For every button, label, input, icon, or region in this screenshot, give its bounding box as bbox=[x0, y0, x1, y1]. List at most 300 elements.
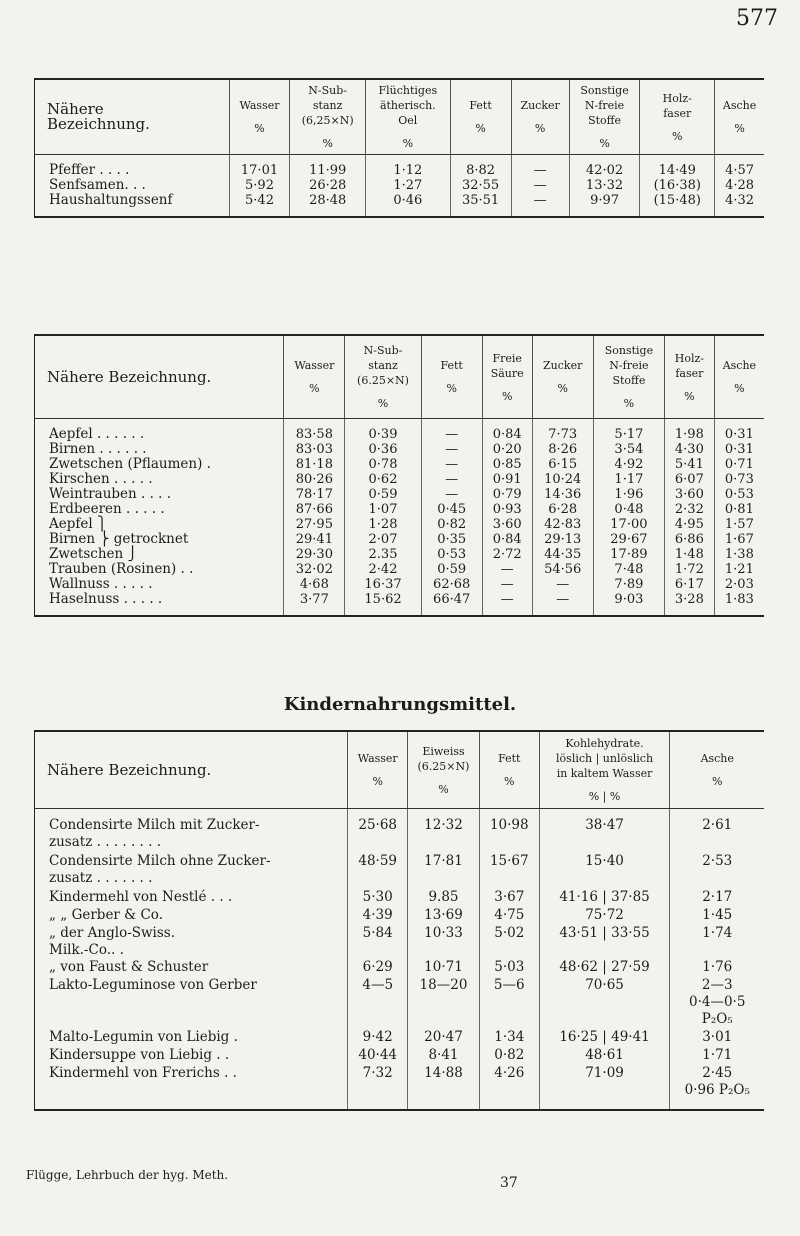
table-cell: — bbox=[482, 592, 532, 607]
table-cell: 48·62 | 27·59 bbox=[539, 959, 670, 977]
table-row bbox=[35, 577, 765, 592]
table-cell: 1·21 bbox=[714, 562, 764, 577]
table-cell: 15·40 bbox=[539, 853, 670, 889]
table-cell: 17·00 bbox=[593, 517, 664, 532]
table-row bbox=[35, 427, 765, 442]
unit-label: % bbox=[438, 782, 449, 796]
row-label: Zwetschen (Pflaumen) . bbox=[49, 456, 211, 472]
unit-label: % bbox=[309, 382, 320, 395]
table-cell: 2·03 bbox=[714, 577, 764, 592]
table-cell: 3·28 bbox=[664, 592, 714, 607]
header-row bbox=[35, 731, 765, 809]
table-cell: 0·20 bbox=[482, 442, 532, 457]
table-cell: — bbox=[511, 163, 569, 178]
table-cell: 80·26 bbox=[284, 472, 345, 487]
table-row bbox=[35, 487, 765, 502]
table-cell: 54·56 bbox=[532, 562, 593, 577]
table-cell: 5·17 bbox=[593, 427, 664, 442]
table-cell: (16·38) bbox=[640, 178, 715, 193]
signature-mark: 37 bbox=[500, 1175, 518, 1191]
table-cell: 10·24 bbox=[532, 472, 593, 487]
table-cell: 71·09 bbox=[539, 1065, 670, 1101]
column-header bbox=[229, 79, 290, 155]
table-cell: 0·91 bbox=[482, 472, 532, 487]
row-label: Wallnuss . . . . . bbox=[49, 576, 153, 592]
table-cell: 18—20 bbox=[408, 977, 480, 1029]
table-cell: 1·98 bbox=[664, 427, 714, 442]
table-cell: 70·65 bbox=[539, 977, 670, 1029]
table-cell: 25·68 bbox=[348, 817, 408, 853]
table-cell: — bbox=[421, 457, 482, 472]
table-cell: 14·88 bbox=[408, 1065, 480, 1101]
unit-label: % bbox=[599, 137, 610, 150]
column-header-label: Asche bbox=[722, 359, 757, 372]
row-label: Condensirte Milch ohne Zucker- zusatz . . . . . . . bbox=[49, 853, 271, 886]
table-cell: 1·38 bbox=[714, 547, 764, 562]
column-header bbox=[532, 335, 593, 419]
table-cell: 0·36 bbox=[345, 442, 421, 457]
table-cell: 3·77 bbox=[284, 592, 345, 607]
table-cell: 4·26 bbox=[479, 1065, 539, 1101]
spice-table bbox=[34, 78, 764, 218]
column-header-label: Kohlehydrate. löslich | unlöslich in kaltem Wasser bbox=[556, 737, 654, 780]
table-row bbox=[35, 442, 765, 457]
column-header bbox=[479, 731, 539, 809]
column-header bbox=[35, 79, 230, 155]
column-header-label: Sonstige N-freie Stoffe bbox=[604, 344, 654, 387]
table-cell: 4·32 bbox=[715, 193, 764, 208]
row-label: Aepfel ⎫ bbox=[49, 516, 108, 532]
row-label: Weintrauben . . . . bbox=[49, 486, 172, 502]
row-label: Kindersuppe von Liebig . . bbox=[49, 1047, 230, 1063]
column-header bbox=[593, 335, 664, 419]
table-cell: 87·66 bbox=[284, 502, 345, 517]
table-cell: 0·59 bbox=[421, 562, 482, 577]
table-cell: 2·42 bbox=[345, 562, 421, 577]
table-cell: 27·95 bbox=[284, 517, 345, 532]
table-cell: 7·32 bbox=[348, 1065, 408, 1101]
table-row bbox=[35, 472, 765, 487]
table-cell: 29·41 bbox=[284, 532, 345, 547]
table-cell: 48·59 bbox=[348, 853, 408, 889]
table-cell: — bbox=[482, 562, 532, 577]
table-cell: 62·68 bbox=[421, 577, 482, 592]
column-header-label: Zucker bbox=[543, 359, 583, 372]
table-cell: — bbox=[532, 577, 593, 592]
table-cell: (15·48) bbox=[640, 193, 715, 208]
table-cell: 0·73 bbox=[714, 472, 764, 487]
row-label: Senfsamen. . . bbox=[49, 177, 146, 193]
table-cell: 32·02 bbox=[284, 562, 345, 577]
table-cell: 4·28 bbox=[715, 178, 764, 193]
column-header-label: N-Sub- stanz (6,25×N) bbox=[301, 84, 354, 127]
table-cell: 6·29 bbox=[348, 959, 408, 977]
table-cell: 83·03 bbox=[284, 442, 345, 457]
unit-label: % bbox=[504, 775, 515, 788]
header-row bbox=[35, 79, 765, 155]
table-cell: 1·34 bbox=[479, 1029, 539, 1047]
table-row bbox=[35, 925, 765, 959]
table-cell: 42·83 bbox=[532, 517, 593, 532]
column-header bbox=[511, 79, 569, 155]
table-cell: — bbox=[511, 193, 569, 208]
table-cell: 13·69 bbox=[408, 907, 480, 925]
table-cell: 6·07 bbox=[664, 472, 714, 487]
table-cell: 1·07 bbox=[345, 502, 421, 517]
table-cell: 0·31 bbox=[714, 427, 764, 442]
table-cell: 1·28 bbox=[345, 517, 421, 532]
table-cell: 1·12 bbox=[365, 163, 450, 178]
table-cell: 1·67 bbox=[714, 532, 764, 547]
column-header bbox=[664, 335, 714, 419]
unit-label: % bbox=[623, 397, 635, 410]
table-row bbox=[35, 532, 765, 547]
table-row bbox=[35, 592, 765, 607]
unit-label: % | % bbox=[588, 790, 621, 803]
row-label: Kindermehl von Nestlé . . . bbox=[49, 889, 233, 905]
table-cell: 0·82 bbox=[479, 1047, 539, 1065]
table-cell: 17·81 bbox=[408, 853, 480, 889]
table-cell: 0·31 bbox=[714, 442, 764, 457]
column-header-label: Fett bbox=[469, 99, 492, 112]
row-label: Birnen . . . . . . bbox=[49, 441, 147, 457]
spacer-row bbox=[35, 809, 765, 818]
column-header-label: Asche bbox=[722, 99, 757, 112]
table-cell: 4·68 bbox=[284, 577, 345, 592]
unit-label: % bbox=[684, 389, 695, 403]
row-label: Birnen ⎬ getrocknet bbox=[49, 531, 189, 547]
table-cell: 7·48 bbox=[593, 562, 664, 577]
infant-food-table bbox=[34, 730, 764, 1111]
row-label: Haushaltungssenf bbox=[49, 192, 173, 208]
table-row bbox=[35, 1047, 765, 1065]
spacer-row bbox=[35, 208, 765, 217]
table-cell: 3·01 bbox=[670, 1029, 764, 1047]
column-header bbox=[348, 731, 408, 809]
table-row bbox=[35, 1029, 765, 1047]
unit-label: % bbox=[322, 137, 333, 150]
table-cell: 35·51 bbox=[450, 193, 511, 208]
table-cell: 4·39 bbox=[348, 907, 408, 925]
section-caption: Kindernahrungsmittel. bbox=[283, 694, 517, 715]
table-cell: 0·53 bbox=[421, 547, 482, 562]
column-header bbox=[714, 335, 764, 419]
row-label: Condensirte Milch mit Zucker- zusatz . . . . . . . . bbox=[49, 817, 260, 850]
row-label: „ „ Gerber & Co. bbox=[49, 907, 163, 923]
table-cell: 4·92 bbox=[593, 457, 664, 472]
row-label: Trauben (Rosinen) . . bbox=[49, 561, 194, 577]
column-header bbox=[539, 731, 670, 809]
column-header-label: Sonstige N-freie Stoffe bbox=[580, 84, 629, 127]
table-cell: 5·03 bbox=[479, 959, 539, 977]
table-cell: 26·28 bbox=[290, 178, 366, 193]
row-label: Erdbeeren . . . . . bbox=[49, 501, 165, 517]
table-cell: 9·03 bbox=[593, 592, 664, 607]
spacer-row bbox=[35, 155, 765, 164]
column-header-label: Wasser bbox=[239, 99, 280, 112]
table-cell: — bbox=[511, 178, 569, 193]
table-cell: 15·67 bbox=[479, 853, 539, 889]
table-cell: 6·17 bbox=[664, 577, 714, 592]
table-cell: 4·75 bbox=[479, 907, 539, 925]
column-header-label: Asche bbox=[700, 752, 734, 765]
table-cell: 4·57 bbox=[715, 163, 764, 178]
column-header-label: Nähere Bezeichnung. bbox=[47, 760, 212, 779]
table-cell: 17·01 bbox=[229, 163, 290, 178]
table-cell: 2·61 bbox=[670, 817, 764, 853]
unit-label: % bbox=[446, 382, 457, 395]
row-label: Kindermehl von Frerichs . . bbox=[49, 1065, 237, 1081]
column-header-label: N-Sub- stanz (6.25×N) bbox=[357, 344, 409, 387]
table-cell: 3·60 bbox=[664, 487, 714, 502]
table-cell: 20·47 bbox=[408, 1029, 480, 1047]
table-cell: 14·49 bbox=[640, 163, 715, 178]
table-cell: — bbox=[421, 472, 482, 487]
table-cell: 44·35 bbox=[532, 547, 593, 562]
table-cell: 4·95 bbox=[664, 517, 714, 532]
table-cell: 12·32 bbox=[408, 817, 480, 853]
column-header bbox=[482, 335, 532, 419]
table-cell: 1·17 bbox=[593, 472, 664, 487]
table-cell: 5·92 bbox=[229, 178, 290, 193]
table-cell: 1·96 bbox=[593, 487, 664, 502]
table-cell: 9·42 bbox=[348, 1029, 408, 1047]
table-cell: 29·13 bbox=[532, 532, 593, 547]
column-header bbox=[284, 335, 345, 419]
table-row bbox=[35, 889, 765, 907]
table-row bbox=[35, 853, 765, 889]
table-cell: 1·48 bbox=[664, 547, 714, 562]
unit-label: % bbox=[534, 122, 546, 135]
unit-label: % bbox=[254, 122, 265, 135]
table-cell: 2·32 bbox=[664, 502, 714, 517]
column-header bbox=[670, 731, 764, 809]
table-cell: — bbox=[532, 592, 593, 607]
table-cell: 2·53 bbox=[670, 853, 764, 889]
table-cell: 38·47 bbox=[539, 817, 670, 853]
table-row bbox=[35, 178, 765, 193]
column-header bbox=[345, 335, 421, 419]
column-header-label: Zucker bbox=[520, 99, 560, 112]
table-cell: — bbox=[421, 487, 482, 502]
column-header bbox=[365, 79, 450, 155]
table-row bbox=[35, 959, 765, 977]
table-cell: 10·33 bbox=[408, 925, 480, 959]
table-cell: 0·84 bbox=[482, 532, 532, 547]
table-row bbox=[35, 562, 765, 577]
table-cell: 0·48 bbox=[593, 502, 664, 517]
unit-label: % bbox=[475, 122, 486, 135]
table-cell: 66·47 bbox=[421, 592, 482, 607]
header-row bbox=[35, 335, 765, 419]
column-header-label: Nähere Bezeichnung. bbox=[47, 367, 212, 386]
table-cell: 1·76 bbox=[670, 959, 764, 977]
row-label: Pfeffer . . . . bbox=[49, 162, 130, 178]
column-header bbox=[640, 79, 715, 155]
table-cell: 2·07 bbox=[345, 532, 421, 547]
table-cell: 2·17 bbox=[670, 889, 764, 907]
table-cell: 7·89 bbox=[593, 577, 664, 592]
column-header-label: Wasser bbox=[294, 359, 335, 372]
unit-label: % bbox=[501, 389, 513, 403]
column-header bbox=[450, 79, 511, 155]
table-cell: 78·17 bbox=[284, 487, 345, 502]
column-header-label: Fett bbox=[440, 359, 463, 372]
page-number: 577 bbox=[736, 6, 778, 31]
table-cell: 29·30 bbox=[284, 547, 345, 562]
table-cell: — bbox=[482, 577, 532, 592]
table-cell: 0·45 bbox=[421, 502, 482, 517]
column-header bbox=[715, 79, 764, 155]
column-header bbox=[35, 335, 284, 419]
spacer-row bbox=[35, 607, 765, 616]
table-cell: 42·02 bbox=[569, 163, 640, 178]
row-label: Aepfel . . . . . . bbox=[49, 426, 145, 442]
table-cell: 1·45 bbox=[670, 907, 764, 925]
table-cell: 6·86 bbox=[664, 532, 714, 547]
table-cell: 1·74 bbox=[670, 925, 764, 959]
table-cell: 1·27 bbox=[365, 178, 450, 193]
table-cell: 8·26 bbox=[532, 442, 593, 457]
column-header-label: Fett bbox=[498, 752, 521, 765]
table-row bbox=[35, 457, 765, 472]
table-cell: 0·79 bbox=[482, 487, 532, 502]
table-cell: 48·61 bbox=[539, 1047, 670, 1065]
table-cell: 5—6 bbox=[479, 977, 539, 1029]
table-cell: 0·81 bbox=[714, 502, 764, 517]
row-label: „ von Faust & Schuster bbox=[49, 959, 209, 975]
table-cell: 0·84 bbox=[482, 427, 532, 442]
table-row bbox=[35, 502, 765, 517]
table-cell: 7·73 bbox=[532, 427, 593, 442]
fruit-table bbox=[34, 334, 764, 617]
table-cell: 2·72 bbox=[482, 547, 532, 562]
unit-label: % bbox=[712, 775, 723, 788]
table-cell: 0·35 bbox=[421, 532, 482, 547]
table-cell: 0·59 bbox=[345, 487, 421, 502]
table-cell: 5·02 bbox=[479, 925, 539, 959]
column-header-label: Holz- faser bbox=[674, 351, 704, 380]
column-header bbox=[290, 79, 366, 155]
table-cell: — bbox=[421, 427, 482, 442]
table-cell: 11·99 bbox=[290, 163, 366, 178]
row-label: Haselnuss . . . . . bbox=[49, 591, 163, 607]
column-header bbox=[408, 731, 480, 809]
column-header-label: Eiweiss (6.25×N) bbox=[417, 744, 470, 773]
table-cell: 3·54 bbox=[593, 442, 664, 457]
spacer-row bbox=[35, 1101, 765, 1110]
table-row bbox=[35, 163, 765, 178]
table-cell: 0·85 bbox=[482, 457, 532, 472]
unit-label: % bbox=[377, 397, 389, 410]
table-cell: 3·60 bbox=[482, 517, 532, 532]
table-cell: 8·82 bbox=[450, 163, 511, 178]
table-cell: 15·62 bbox=[345, 592, 421, 607]
table-cell: 2.35 bbox=[345, 547, 421, 562]
column-header-label: Flüchtiges ätherisch. Oel bbox=[378, 84, 438, 127]
table-cell: 0·53 bbox=[714, 487, 764, 502]
unit-label: % bbox=[557, 382, 568, 395]
table-cell: 10·98 bbox=[479, 817, 539, 853]
row-label: „ der Anglo-Swiss. Milk.-Co.. . bbox=[49, 925, 176, 958]
table-cell: 32·55 bbox=[450, 178, 511, 193]
column-header-label: Wasser bbox=[357, 752, 398, 765]
row-label: Zwetschen ⎭ bbox=[49, 546, 138, 562]
unit-label: % bbox=[734, 122, 745, 135]
table-cell: 16·25 | 49·41 bbox=[539, 1029, 670, 1047]
table-cell: 43·51 | 33·55 bbox=[539, 925, 670, 959]
table-cell: 1·71 bbox=[670, 1047, 764, 1065]
table-cell: 75·72 bbox=[539, 907, 670, 925]
column-header-label: Freie Säure bbox=[490, 351, 524, 380]
table-cell: 5·84 bbox=[348, 925, 408, 959]
table-cell: 0·93 bbox=[482, 502, 532, 517]
table-cell: 5·42 bbox=[229, 193, 290, 208]
table-cell: 8·41 bbox=[408, 1047, 480, 1065]
table-row bbox=[35, 547, 765, 562]
table-row bbox=[35, 977, 765, 1029]
table-cell: 9·97 bbox=[569, 193, 640, 208]
table-cell: 14·36 bbox=[532, 487, 593, 502]
footer-citation: Flügge, Lehrbuch der hyg. Meth. bbox=[26, 1168, 229, 1182]
table-cell: 81·18 bbox=[284, 457, 345, 472]
table-cell: 5·41 bbox=[664, 457, 714, 472]
table-cell: 28·48 bbox=[290, 193, 366, 208]
table-cell: 9.85 bbox=[408, 889, 480, 907]
table-cell: 3·67 bbox=[479, 889, 539, 907]
table-row bbox=[35, 193, 765, 208]
unit-label: % bbox=[402, 137, 414, 150]
table-cell: 0·78 bbox=[345, 457, 421, 472]
table-cell: 13·32 bbox=[569, 178, 640, 193]
table-row bbox=[35, 1065, 765, 1101]
table-cell: 0·82 bbox=[421, 517, 482, 532]
row-label: Kirschen . . . . . bbox=[49, 471, 153, 487]
unit-label: % bbox=[372, 775, 383, 788]
row-label: Lakto-Leguminose von Gerber bbox=[49, 977, 257, 993]
table-cell: 2·45 0·96 P₂O₅ bbox=[670, 1065, 764, 1101]
table-cell: 0·46 bbox=[365, 193, 450, 208]
unit-label: % bbox=[734, 382, 745, 395]
table-cell: 29·67 bbox=[593, 532, 664, 547]
table-row bbox=[35, 817, 765, 853]
table-cell: 0·39 bbox=[345, 427, 421, 442]
table-cell: 40·44 bbox=[348, 1047, 408, 1065]
table-cell: 2—3 0·4—0·5 P₂O₅ bbox=[670, 977, 764, 1029]
table-cell: 1·72 bbox=[664, 562, 714, 577]
table-cell: 0·62 bbox=[345, 472, 421, 487]
table-cell: 16·37 bbox=[345, 577, 421, 592]
table-cell: 6·15 bbox=[532, 457, 593, 472]
table-cell: 4·30 bbox=[664, 442, 714, 457]
table-cell: 1·83 bbox=[714, 592, 764, 607]
column-header bbox=[35, 731, 348, 809]
column-header bbox=[421, 335, 482, 419]
column-header bbox=[569, 79, 640, 155]
table-cell: 5·30 bbox=[348, 889, 408, 907]
table-cell: 17·89 bbox=[593, 547, 664, 562]
table-cell: 41·16 | 37·85 bbox=[539, 889, 670, 907]
table-cell: 0·71 bbox=[714, 457, 764, 472]
unit-label: % bbox=[672, 129, 683, 143]
table-cell: — bbox=[421, 442, 482, 457]
table-cell: 6·28 bbox=[532, 502, 593, 517]
table-cell: 10·71 bbox=[408, 959, 480, 977]
table-row bbox=[35, 517, 765, 532]
column-header-label: Holz- faser bbox=[662, 91, 692, 120]
row-label: Malto-Legumin von Liebig . bbox=[49, 1029, 238, 1045]
table-cell: 4—5 bbox=[348, 977, 408, 1029]
